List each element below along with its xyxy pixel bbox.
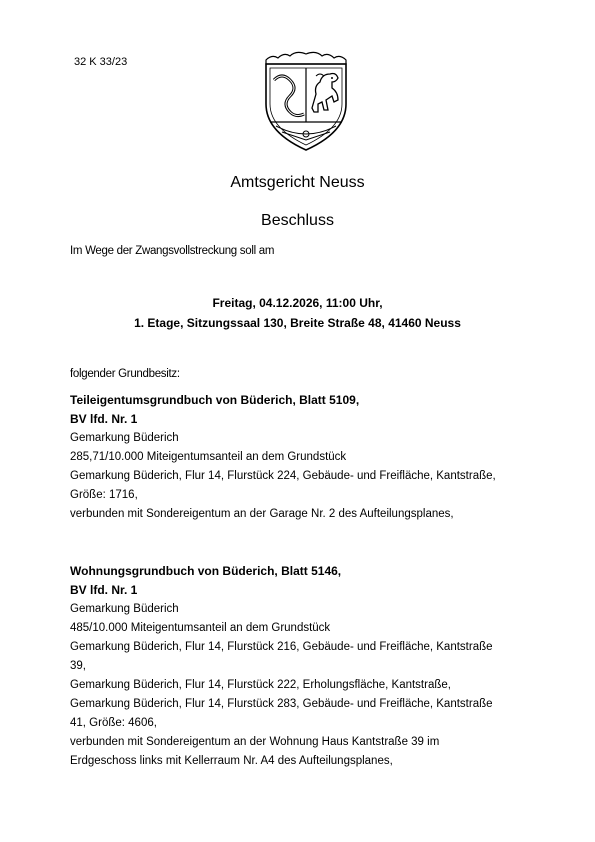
property-line: verbunden mit Sondereigentum an der Garage Nr. 2 des Aufteilungsplanes, [70, 508, 454, 520]
bv-number: BV lfd. Nr. 1 [70, 412, 138, 426]
property-line: 485/10.000 Miteigentumsanteil an dem Grundstück [70, 622, 331, 634]
property-line: verbunden mit Sondereigentum an der Wohnung Haus Kantstraße 39 im [70, 736, 440, 748]
property-line: Erdgeschoss links mit Kellerraum Nr. A4 des Aufteilungsplanes, [70, 755, 393, 767]
property-line: Gemarkung Büderich, Flur 14, Flurstück 283, Gebäude- und Freifläche, Kantstraße [70, 698, 493, 710]
property-line: Größe: 1716, [70, 489, 138, 501]
property-line: Gemarkung Büderich, Flur 14, Flurstück 216, Gebäude- und Freifläche, Kantstraße [70, 641, 493, 653]
bv-number: BV lfd. Nr. 1 [70, 583, 138, 597]
nrw-coat-of-arms-icon [260, 50, 352, 154]
document-title: Beschluss [261, 212, 334, 229]
file-number: 32 K 33/23 [74, 56, 128, 68]
property-intro: folgender Grundbesitz: [70, 368, 180, 380]
property-line: 41, Größe: 4606, [70, 717, 157, 729]
register-heading: Wohnungsgrundbuch von Büderich, Blatt 5146, [70, 564, 342, 578]
appointment-date: Freitag, 04.12.2026, 11:00 Uhr, [212, 296, 383, 310]
intro-text: Im Wege der Zwangsvollstreckung soll am [70, 245, 275, 257]
property-block [70, 562, 530, 771]
property-line: Gemarkung Büderich, Flur 14, Flurstück 224, Gebäude- und Freifläche, Kantstraße, [70, 470, 496, 482]
property-line: 39, [70, 660, 86, 672]
property-line: Gemarkung Büderich [70, 603, 179, 615]
register-heading: Teileigentumsgrundbuch von Büderich, Blatt 5109, [70, 393, 360, 407]
property-line: 285,71/10.000 Miteigentumsanteil an dem Grundstück [70, 451, 347, 463]
property-block [70, 391, 530, 524]
property-line: Gemarkung Büderich, Flur 14, Flurstück 222, Erholungsfläche, Kantstraße, [70, 679, 451, 691]
property-line: Gemarkung Büderich [70, 432, 179, 444]
court-name: Amtsgericht Neuss [230, 174, 365, 191]
appointment-location: 1. Etage, Sitzungssaal 130, Breite Straße 48, 41460 Neuss [134, 316, 461, 330]
